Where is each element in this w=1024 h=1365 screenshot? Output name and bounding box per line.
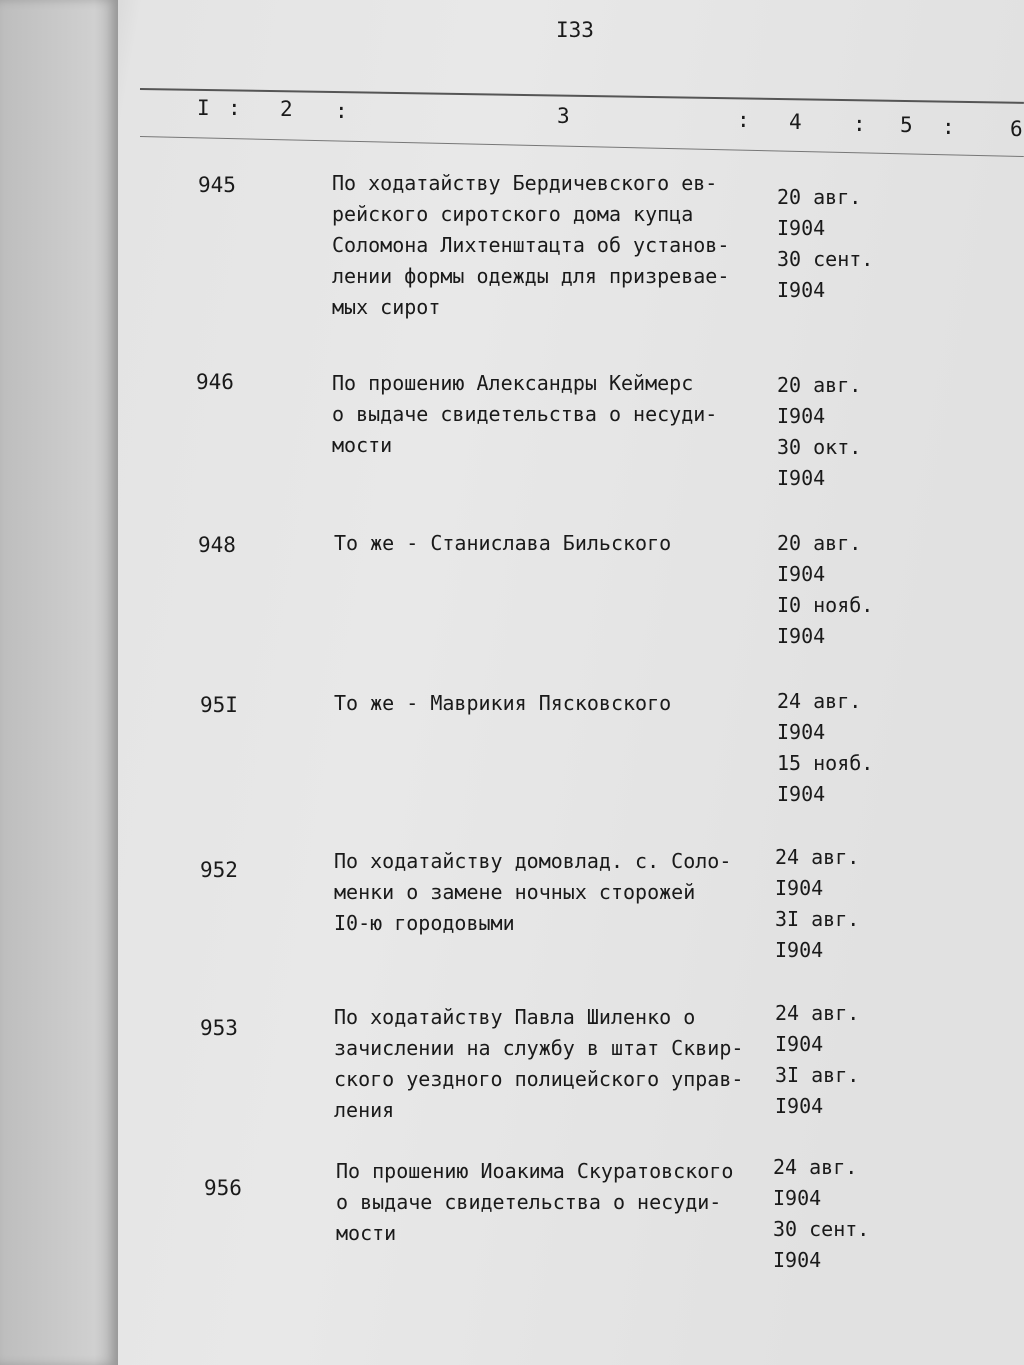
header-col-6: 6 <box>1010 117 1023 141</box>
entry-description <box>334 528 774 559</box>
end-date: 3I авг. <box>775 907 860 931</box>
end-year: I904 <box>773 1248 822 1272</box>
end-date: 30 окт. <box>777 435 862 459</box>
entry-description <box>336 1156 776 1249</box>
header-sep-4: : <box>853 112 866 136</box>
description-line: По ходатайству Бердичевского ев- <box>332 171 718 195</box>
start-year: I904 <box>773 1186 822 1210</box>
description-line: То же - Станислава Бильского <box>334 531 672 555</box>
header-col-4: 4 <box>789 110 802 134</box>
description-line: По прошению Александры Кеймерс <box>332 371 694 395</box>
entry-description <box>334 688 774 719</box>
start-date: 24 авг. <box>775 845 860 869</box>
entry-number: 953 <box>200 1016 238 1040</box>
header-col-5: 5 <box>900 113 913 137</box>
entry-number: 952 <box>200 858 238 882</box>
end-year: I904 <box>777 782 826 806</box>
entry-description <box>334 1002 774 1126</box>
description-line: По ходатайству Павла Шиленко о <box>334 1005 696 1029</box>
description-line: По прошению Иоакима Скуратовского <box>336 1159 734 1183</box>
description-line: лении формы одежды для призревае- <box>332 264 730 288</box>
description-line: ления <box>334 1098 395 1122</box>
entry-number: 948 <box>198 533 236 557</box>
entry-dates <box>775 842 859 966</box>
description-line: менки о замене ночных сторожей <box>334 880 696 904</box>
start-date: 20 авг. <box>777 185 862 209</box>
end-year: I904 <box>777 278 826 302</box>
entry-description <box>334 846 774 939</box>
description-line: мых сирот <box>332 295 441 319</box>
start-year: I904 <box>777 216 826 240</box>
header-col-2: 2 <box>280 97 293 121</box>
end-year: I904 <box>777 466 826 490</box>
entry-dates <box>777 370 861 494</box>
start-year: I904 <box>777 404 826 428</box>
end-date: 3I авг. <box>775 1063 860 1087</box>
header-col-1: I <box>197 96 210 120</box>
description-line: о выдаче свидетельства о несуди- <box>336 1190 722 1214</box>
description-line: Соломона Лихтенштацта об установ- <box>332 233 730 257</box>
entry-number: 95I <box>200 693 238 717</box>
description-line: То же - Маврикия Пясковского <box>334 691 672 715</box>
description-line: ского уездного полицейского управ- <box>334 1067 744 1091</box>
start-year: I904 <box>777 562 826 586</box>
entry-number: 946 <box>196 370 234 394</box>
header-sep-1: : <box>228 96 241 120</box>
entry-dates <box>777 686 873 810</box>
header-sep-3: : <box>737 108 750 132</box>
start-date: 20 авг. <box>777 373 862 397</box>
end-year: I904 <box>775 938 824 962</box>
start-date: 24 авг. <box>777 689 862 713</box>
entry-dates <box>775 998 859 1122</box>
start-date: 24 авг. <box>775 1001 860 1025</box>
description-line: рейского сиротского дома купца <box>332 202 694 226</box>
end-date: I0 нояб. <box>777 593 874 617</box>
end-year: I904 <box>775 1094 824 1118</box>
description-line: мости <box>336 1221 397 1245</box>
description-line: зачислении на службу в штат Сквир- <box>334 1036 744 1060</box>
description-line: мости <box>332 433 393 457</box>
header-col-3: 3 <box>557 104 570 128</box>
entry-description <box>332 168 772 323</box>
description-line: По ходатайству домовлад. с. Соло- <box>334 849 732 873</box>
start-date: 20 авг. <box>777 531 862 555</box>
description-line: I0-ю городовыми <box>334 911 515 935</box>
entry-dates <box>777 182 873 306</box>
entry-number: 956 <box>204 1176 242 1200</box>
start-date: 24 авг. <box>773 1155 858 1179</box>
end-year: I904 <box>777 624 826 648</box>
header-bottom-rule <box>140 136 1024 157</box>
end-date: 30 сент. <box>773 1217 870 1241</box>
start-year: I904 <box>775 1032 824 1056</box>
page-number: I33 <box>556 18 594 42</box>
start-year: I904 <box>777 720 826 744</box>
entry-dates <box>777 528 873 652</box>
header-top-rule <box>140 88 1024 104</box>
entry-description <box>332 368 772 461</box>
end-date: 30 сент. <box>777 247 874 271</box>
header-sep-5: : <box>942 115 955 139</box>
description-line: о выдаче свидетельства о несуди- <box>332 402 718 426</box>
left-page-edge <box>0 0 118 1365</box>
start-year: I904 <box>775 876 824 900</box>
header-sep-2: : <box>335 99 348 123</box>
entry-number: 945 <box>198 173 236 197</box>
end-date: 15 нояб. <box>777 751 874 775</box>
entry-dates <box>773 1152 869 1276</box>
